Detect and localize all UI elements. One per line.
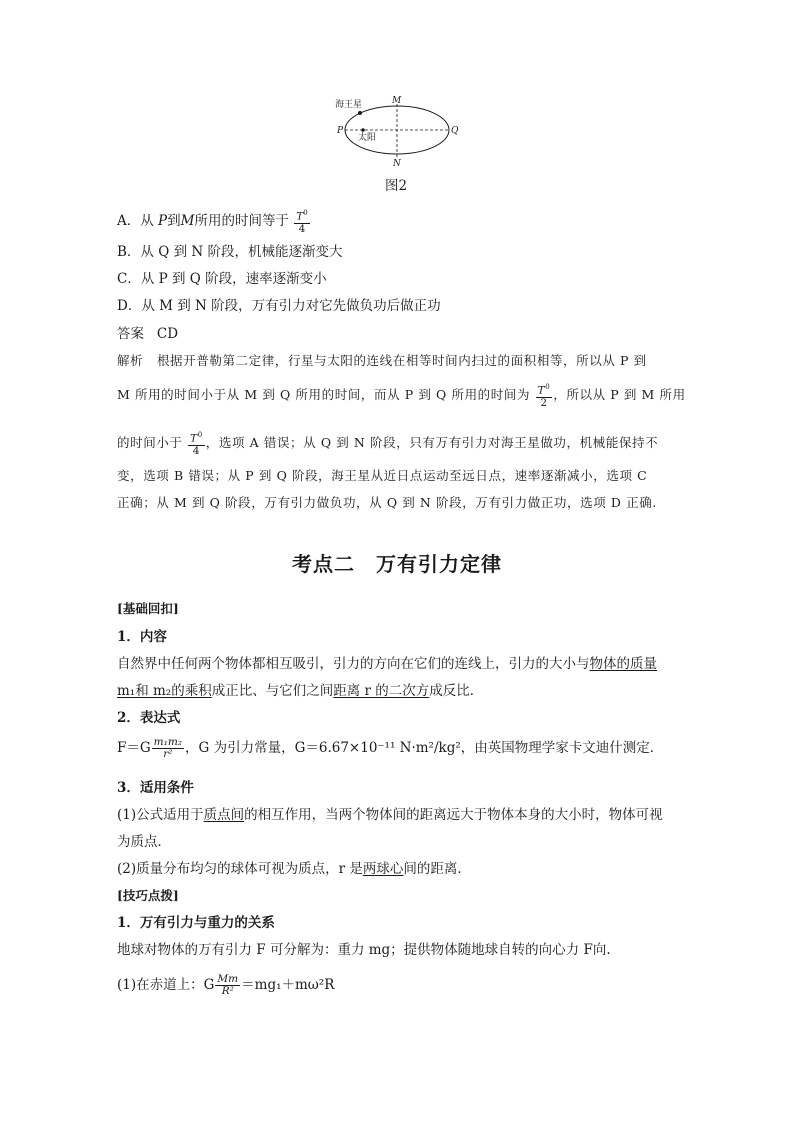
sun-label: 太阳 [358, 133, 377, 143]
orbit-figure [330, 92, 470, 172]
basics-tag: [基础回扣] [117, 601, 179, 616]
option-b: B．从 Q 到 N 阶段，机械能逐渐变大 [117, 244, 343, 260]
condition-line-1: (1)公式适用于质点间的相互作用，当两个物体间的距离远大于物体本身的大小时，物体可视 [117, 807, 663, 823]
condition-line-2: 为质点． [117, 834, 171, 850]
analysis-line-3: 的时间小于 $\frac{T^0}{4}$ ，选项 A 错误；从 Q 到 N 阶段，只有万有引力对海王星做功，机械能保持不 [117, 431, 659, 457]
label-M: M [392, 96, 402, 106]
content-line-2: m₁和 m₂的乘积成正比、与它们之间距离 r 的二次方成反比． [117, 683, 484, 699]
label-N: N [393, 159, 401, 169]
heading-conditions: 3．适用条件 [117, 780, 194, 796]
sun-dot [361, 128, 365, 132]
neptune-dot [358, 111, 362, 115]
analysis-line-4: 变，选项 B 错误；从 P 到 Q 阶段，海王星从近日点运动至远日点，速率逐渐减小，选项 C [117, 468, 648, 483]
analysis-line-2: M 所用的时间小于从 M 到 Q 所用的时间，而从 P 到 Q 所用的时间为 $\frac{T^0}{2}$ ，所以从 P 到 M 所用 [117, 383, 686, 409]
figure-caption: 图2 [385, 178, 408, 194]
option-d: D．从 M 到 N 阶段，万有引力对它先做负功后做正功 [117, 298, 441, 314]
option-a: A．从 P到M所用的时间等于 $\frac{T^0}{4}$ [117, 209, 308, 235]
gravity-formula: F＝G $\frac{\text{m₁m₂}}{\text{r²}}$ ，G 为引力常量，G＝6.67×10⁻¹¹ N·m²/kg²，由英国物理学家卡文迪什测定． [117, 736, 664, 760]
analysis-line-5: 正确；从 M 到 Q 阶段，万有引力做负功，从 Q 到 N 阶段，万有引力做正功，选项 D 正确. [117, 495, 657, 510]
heading-expression: 2．表达式 [117, 710, 181, 726]
condition-line-3: (2)质量分布均匀的球体可视为质点，r 是两球心间的距离． [117, 861, 471, 877]
answer: 答案 CD [117, 326, 179, 342]
heading-content: 1．内容 [117, 629, 167, 645]
neptune-label: 海王星 [335, 100, 363, 110]
gravity-weight-line: 地球对物体的万有引力 F 可分解为：重力 mg；提供物体随地球自转的向心力 F向. [117, 942, 611, 958]
label-Q: Q [451, 126, 459, 136]
heading-gravity-weight: 1．万有引力与重力的关系 [117, 915, 275, 931]
analysis-line-1: 解析 根据开普勒第二定律，行星与太阳的连线在相等时间内扫过的面积相等，所以从 P 到 [117, 353, 647, 368]
option-c: C．从 P 到 Q 阶段，速率逐渐变小 [117, 271, 327, 287]
content-line-1: 自然界中任何两个物体都相互吸引，引力的方向在它们的连线上，引力的大小与物体的质量 [117, 656, 657, 672]
tips-tag: [技巧点拨] [117, 888, 179, 903]
equator-formula: (1)在赤道上：G $\frac{Mm}{\text{R²}}$ ＝mg₁＋mω²R [117, 973, 335, 997]
section-title: 考点二 万有引力定律 [292, 552, 502, 576]
label-P: P [337, 126, 344, 136]
fraction-t0-4: $\frac{T^0}{4}$ [296, 209, 308, 235]
